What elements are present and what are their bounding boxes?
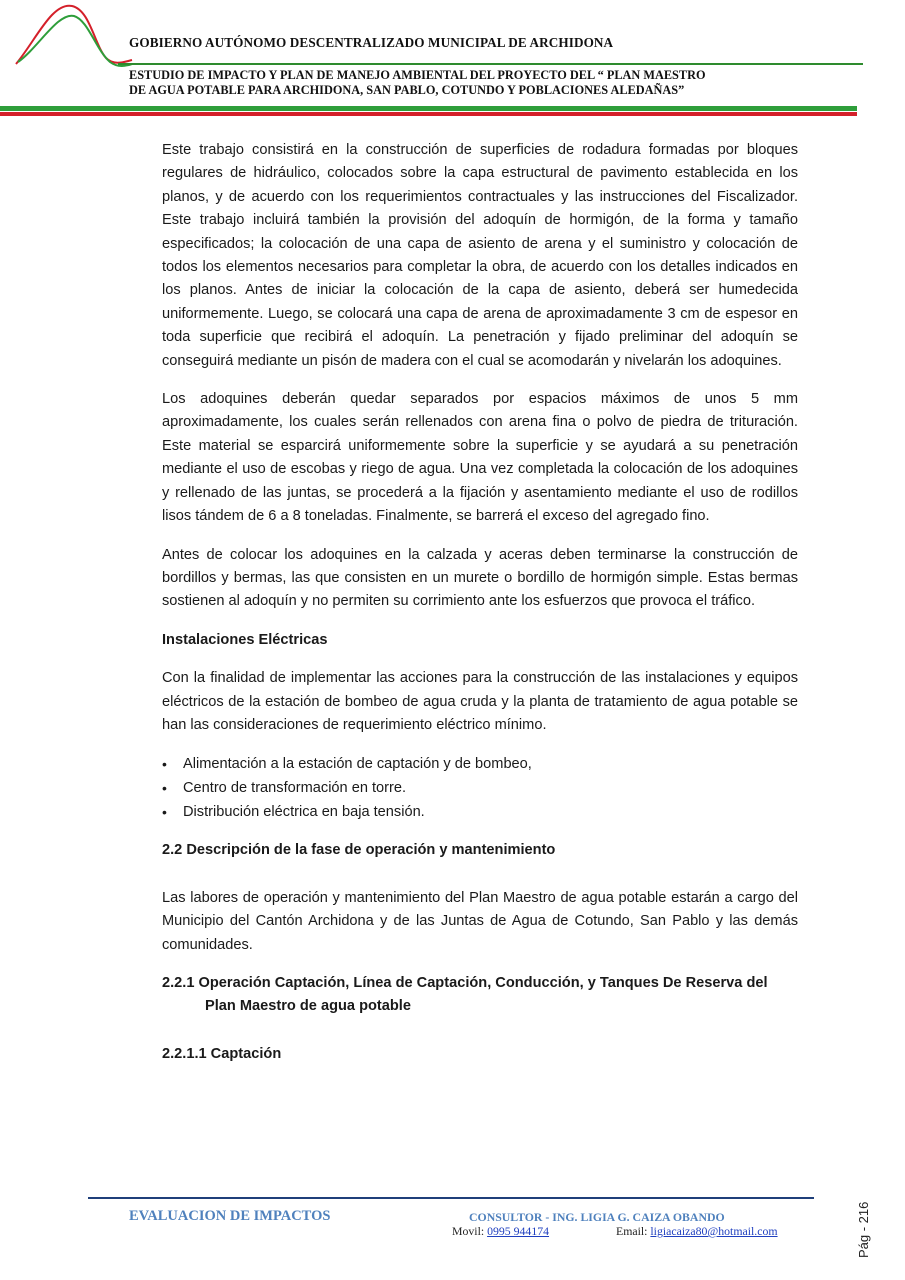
paragraph-bordillos: Antes de colocar los adoquines en la calzada y aceras deben terminarse la construcción de bordillos y bermas, las que consisten en un murete o bordillo de hormigón simple. Estas bermas sostienen al adoquín y no permiten su corrimiento ante los esfuerzos que provoca el tráfico.: [162, 546, 798, 610]
email-link[interactable]: ligiacaiza80@hotmail.com: [650, 1224, 778, 1238]
bullet-list: [162, 752, 798, 824]
footer-divider: [88, 1197, 814, 1199]
header-band-green: [0, 106, 857, 111]
footer-contact: [452, 1224, 792, 1239]
bullet-icon: •: [162, 780, 167, 797]
header-subtitle-line-2: DE AGUA POTABLE PARA ARCHIDONA, SAN PABLO, COTUNDO Y POBLACIONES ALEDAÑAS”: [129, 82, 685, 97]
paragraph-electric: Con la finalidad de implementar las acciones para la construcción de las instalaciones y equipos eléctricos de la estación de bombeo de agua cruda y la planta de tratamiento de agua potable se han las consideraciones de requerimiento eléctrico mínimo.: [162, 670, 798, 733]
email-block: [616, 1224, 778, 1239]
list-item: • Distribución eléctrica en baja tensión.: [162, 800, 798, 824]
paragraph-adoquin-joints: Los adoquines deberán quedar separados por espacios máximos de unos 5 mm aproximadamente, los cuales serán rellenados con arena fina o polvo de piedra de trituración. Este material se esparcirá uniformemente sobre la superficie y se ayudará a su penetración mediante el uso de escobas y riego de agua. Una vez completada la colocación de los adoquines y rellenado de las juntas, se procederá a la fijación y asentamiento mediante el uso de rodillos lisos tándem de 6 a 8 toneladas. Finalmente, se barrerá el exceso del agregado fino.: [162, 391, 798, 525]
section-2-2-1-1-title: 2.2.1.1 Captación: [162, 1045, 282, 1062]
header-divider: [118, 63, 863, 65]
bullet-icon: •: [162, 804, 167, 821]
footer-consultor: CONSULTOR - ING. LIGIA G. CAIZA OBANDO: [469, 1210, 725, 1224]
page-number: Pág - 216: [856, 1201, 871, 1258]
header-subtitle-line-1: ESTUDIO DE IMPACTO Y PLAN DE MANEJO AMBIENTAL DEL PROYECTO DEL “ PLAN MAESTRO: [129, 68, 706, 82]
section-2-2-title: 2.2 Descripción de la fase de operación y mantenimiento: [162, 842, 556, 859]
header-band-red: [0, 112, 857, 116]
header-title: GOBIERNO AUTÓNOMO DESCENTRALIZADO MUNICIPAL DE ARCHIDONA: [129, 35, 614, 50]
email-label: Email:: [616, 1224, 651, 1238]
bullet-icon: •: [162, 756, 167, 773]
movil-link[interactable]: 0995 944174: [487, 1224, 550, 1238]
list-item: • Alimentación a la estación de captación y de bombeo,: [162, 752, 798, 776]
municipal-logo-icon: [14, 0, 134, 70]
section-2-2-1-title: 2.2.1 Operación Captación, Línea de Captación, Conducción, y Tanques De Reserva del Plan Maestro de agua potable: [162, 974, 768, 1015]
movil-label: Movil:: [452, 1224, 488, 1238]
list-item: • Centro de transformación en torre.: [162, 776, 798, 800]
paragraph-operation: Las labores de operación y mantenimiento del Plan Maestro de agua potable estarán a cargo del Municipio del Cantón Archidona y de las Juntas de Agua de Cotundo, San Pablo y las demás comunidades.: [162, 889, 798, 953]
header-subtitle: [129, 68, 829, 97]
paragraph-adoquin-construction: Este trabajo consistirá en la construcción de superficies de rodadura formadas por bloques regulares de hidráulico, colocados sobre la capa estructural de pavimento establecida en los planos, y de acuerdo con los requerimientos contractuales y las instrucciones del Fiscalizador. Este trabajo incluirá también la provisión del adoquín de hormigón, de la forma y tamaño especificados; la colocación de una capa de asiento de arena y el suministro y colocación de todos los elementos necesarios para completar la obra, de acuerdo con los detalles indicados en los planos. Antes de iniciar la colocación de la capa de asiento, deberá ser humedecida uniformemente. Luego, se colocará una capa de arena de aproximadamente 3 cm de espesor en toda superficie que recibirá el adoquín. La penetración y fijado preliminar del adoquín se conseguirá mediante un pisón de madera con el cual se acomodarán y nivelarán los adoquines.: [162, 142, 798, 369]
heading-instalaciones-electricas: Instalaciones Eléctricas: [162, 631, 328, 648]
footer-section-label: EVALUACION DE IMPACTOS: [129, 1208, 331, 1224]
document-body: [162, 139, 798, 1066]
